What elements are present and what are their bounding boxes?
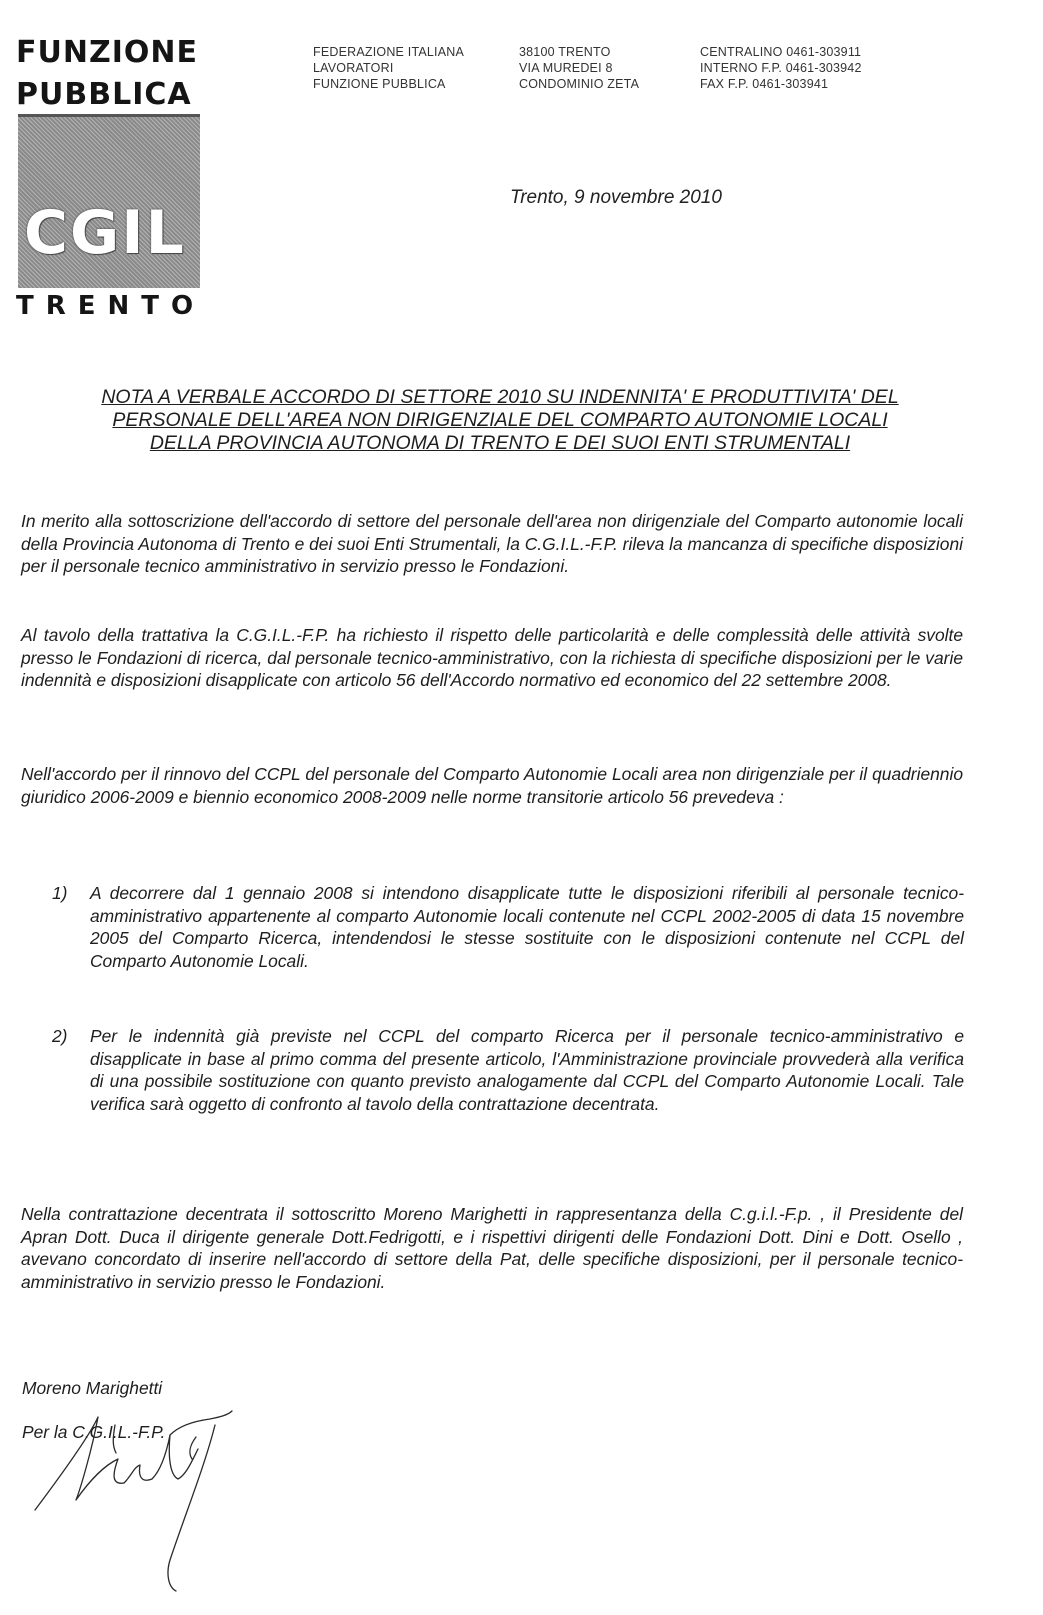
phone-line: INTERNO F.P. 0461-303942 [700,61,862,75]
federation-line: FEDERAZIONE ITALIANA [313,45,465,59]
title-line: DELLA PROVINCIA AUTONOMA DI TRENTO E DEI SUOI ENTI STRUMENTALI [149,432,851,454]
list-item [52,882,964,973]
address-line: 38100 TRENTO [519,45,611,59]
body-paragraph: Nell'accordo per il rinnovo del CCPL del personale del Comparto Autonomie Locali area non dirigenziale per il quadriennio giuridico 2006-2009 e biennio economico 2008-2009 nelle norme transitorie articolo 56 prevedeva : [21,764,963,807]
logo-cgil-mark: CGIL [24,198,186,268]
letterhead-address [519,44,639,92]
phone-line: CENTRALINO 0461-303911 [700,45,862,59]
list-item-number: 2) [52,1026,68,1046]
list-item-text: Per le indennità già previste nel CCPL del comparto Ricerca per il personale tecnico-amministrativo e disapplicate in base al primo comma del presente articolo, l'Amministrazione provinciale provvederà alla verifica di una possibile sostituzione con quanto previsto analogamente dal CCPL del Comparto Autonomie Locali. Tale verifica sarà oggetto di confronto al tavolo della contrattazione decentrata. [90,1026,964,1115]
logo-line-pubblica: PUBBLICA [16,77,192,112]
logo-line-funzione: FUNZIONE [16,35,198,70]
list-item-number: 1) [52,883,68,903]
handwritten-signature [20,1395,250,1595]
federation-line: LAVORATORI [313,61,394,75]
body-paragraph: Al tavolo della trattativa la C.G.I.L.-F.P. ha richiesto il rispetto delle particolarità e delle complessità delle attività svolte presso le Fondazioni di ricerca, dal personale tecnico-amministrativo, con la richiesta di specifiche disposizioni per le varie indennità e disposizioni disapplicate con articolo 56 dell'Accordo normativo ed economico del 22 settembre 2008. [21,625,963,691]
federation-line: FUNZIONE PUBBLICA [313,77,446,91]
title-line: NOTA A VERBALE ACCORDO DI SETTORE 2010 SU INDENNITA' E PRODUTTIVITA' DEL [101,386,899,408]
signer-role: Per la C.G.I.L.-F.P. [22,1422,166,1442]
body-paragraph: Nella contrattazione decentrata il sottoscritto Moreno Marighetti in rappresentanza della C.g.i.l.-F.p. , il Presidente del Apran Dott. Duca il dirigente generale Dott.Fedrigotti, e i rispettivi dirigenti delle Fondazioni Dott. Dini e Dott. Osello , avevano concordato di inserire nell'accordo di settore della Pat, delle specifiche disposizioni, per il personale tecnico-amministrativo in servizio presso le Fondazioni. [21,1204,963,1293]
address-line: VIA MUREDEI 8 [519,61,613,75]
logo-graphic-edge [18,114,200,117]
signer-name: Moreno Marighetti [22,1378,163,1398]
body-paragraph: In merito alla sottoscrizione dell'accordo di settore del personale dell'area non dirigenziale del Comparto autonomie locali della Provincia Autonoma di Trento e dei suoi Enti Strumentali, la C.G.I.L.-F.P. rileva la mancanza di specifiche disposizioni per il personale tecnico amministrativo in servizio presso le Fondazioni. [21,511,963,577]
document-title [30,386,970,455]
letterhead-federation [313,44,464,92]
letter-date: Trento, 9 novembre 2010 [510,187,722,208]
list-item [52,1025,964,1116]
list-item-text: A decorrere dal 1 gennaio 2008 si intendono disapplicate tutte le disposizioni riferibili al personale tecnico-amministrativo appartenente al comparto Autonomie locali contenute nel CCPL 2002-2005 di data 15 novembre 2005 del Comparto Ricerca, intendendosi le stesse sostituite con le disposizioni contenute nel CCPL del Comparto Autonomie Locali. [90,883,964,972]
letterhead-phones [700,44,862,92]
title-line: PERSONALE DELL'AREA NON DIRIGENZIALE DEL COMPARTO AUTONOMIE LOCALI [112,409,888,431]
phone-line: FAX F.P. 0461-303941 [700,77,829,91]
address-line: CONDOMINIO ZETA [519,77,640,91]
logo-city: TRENTO [16,291,206,321]
